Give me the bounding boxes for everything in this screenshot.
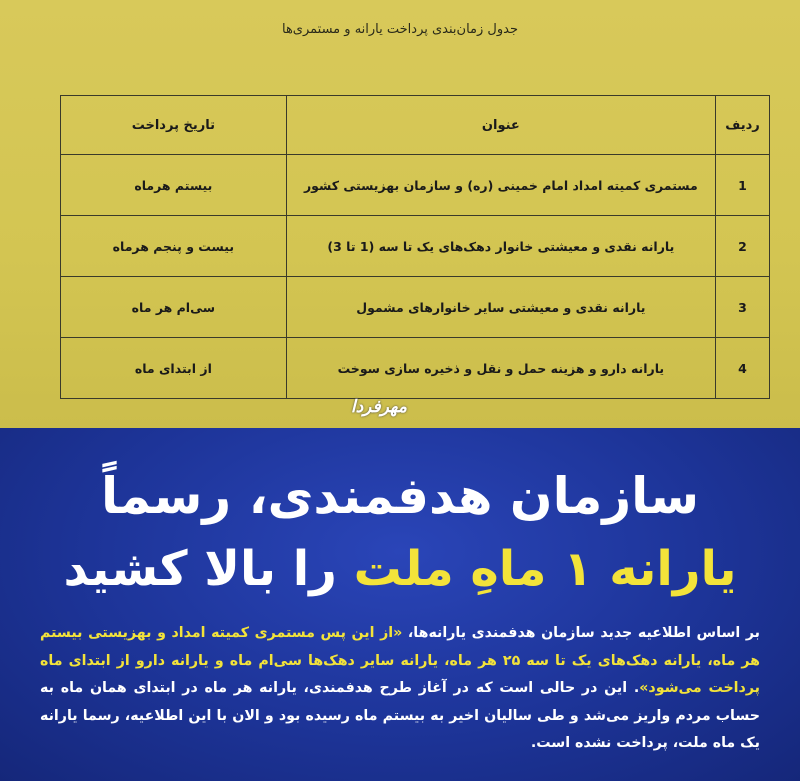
news-panel <box>0 428 800 781</box>
row-title: یارانه نقدی و معیشتی خانوار دهک‌های یک تا سه (1 تا 3) <box>286 216 715 277</box>
row-number: 4 <box>716 338 770 399</box>
row-date: بیست و پنجم هرماه <box>61 216 287 277</box>
row-date: بیستم هرماه <box>61 155 287 216</box>
table-row <box>61 277 770 338</box>
row-date: از ابتدای ماه <box>61 338 287 399</box>
table-title: جدول زمان‌بندی پرداخت یارانه و مستمری‌ها <box>281 22 519 37</box>
header-payment-date: تاریخ پرداخت <box>61 96 287 155</box>
row-title: یارانه دارو و هزینه حمل و نقل و ذخیره سازی سوخت <box>286 338 715 399</box>
row-title: یارانه نقدی و معیشتی سایر خانوارهای مشمول <box>286 277 715 338</box>
table-header-row <box>61 96 770 155</box>
headline-highlight: یارانه ۱ ماهِ ملت <box>353 541 737 597</box>
headline-rest: را بالا کشید <box>63 541 337 597</box>
schedule-table <box>60 95 770 399</box>
headline-line-1: سازمان هدفمندی، رسماً <box>100 467 700 525</box>
table-row <box>61 155 770 216</box>
header-title: عنوان <box>286 96 715 155</box>
table-row <box>61 216 770 277</box>
row-title: مستمری کمیته امداد امام خمینی (ره) و سازمان بهزیستی کشور <box>286 155 715 216</box>
mehr-farda-logo: مهرفردا <box>350 397 407 417</box>
headline-line-2 <box>0 538 800 600</box>
body-quote: «از این پس مستمری کمیته امداد و بهزیستی بیستم هر ماه، یارانه دهک‌های یک تا سه ۲۵ هر ماه، یارانه سایر دهک‌ها سی‌ام ماه و یارانه دارو از ابتدای ماه پرداخت می‌شود» <box>40 625 760 696</box>
article-body <box>40 620 760 758</box>
table-row <box>61 338 770 399</box>
row-number: 1 <box>716 155 770 216</box>
body-intro: بر اساس اطلاعیه جدید سازمان هدفمندی یارانه‌ها، <box>402 625 761 641</box>
row-date: سی‌ام هر ماه <box>61 277 287 338</box>
body-rest: . این در حالی است که در آغاز طرح هدفمندی، یارانه هر ماه در ابتدای همان ماه به حساب مردم واریز می‌شد و طی سالیان اخیر به بیستم ماه رسیده بود و الان با این اطلاعیه، رسما یارانه یک ماه ملت، پرداخت نشده است. <box>40 680 760 751</box>
header-row-number: ردیف <box>716 96 770 155</box>
row-number: 3 <box>716 277 770 338</box>
row-number: 2 <box>716 216 770 277</box>
